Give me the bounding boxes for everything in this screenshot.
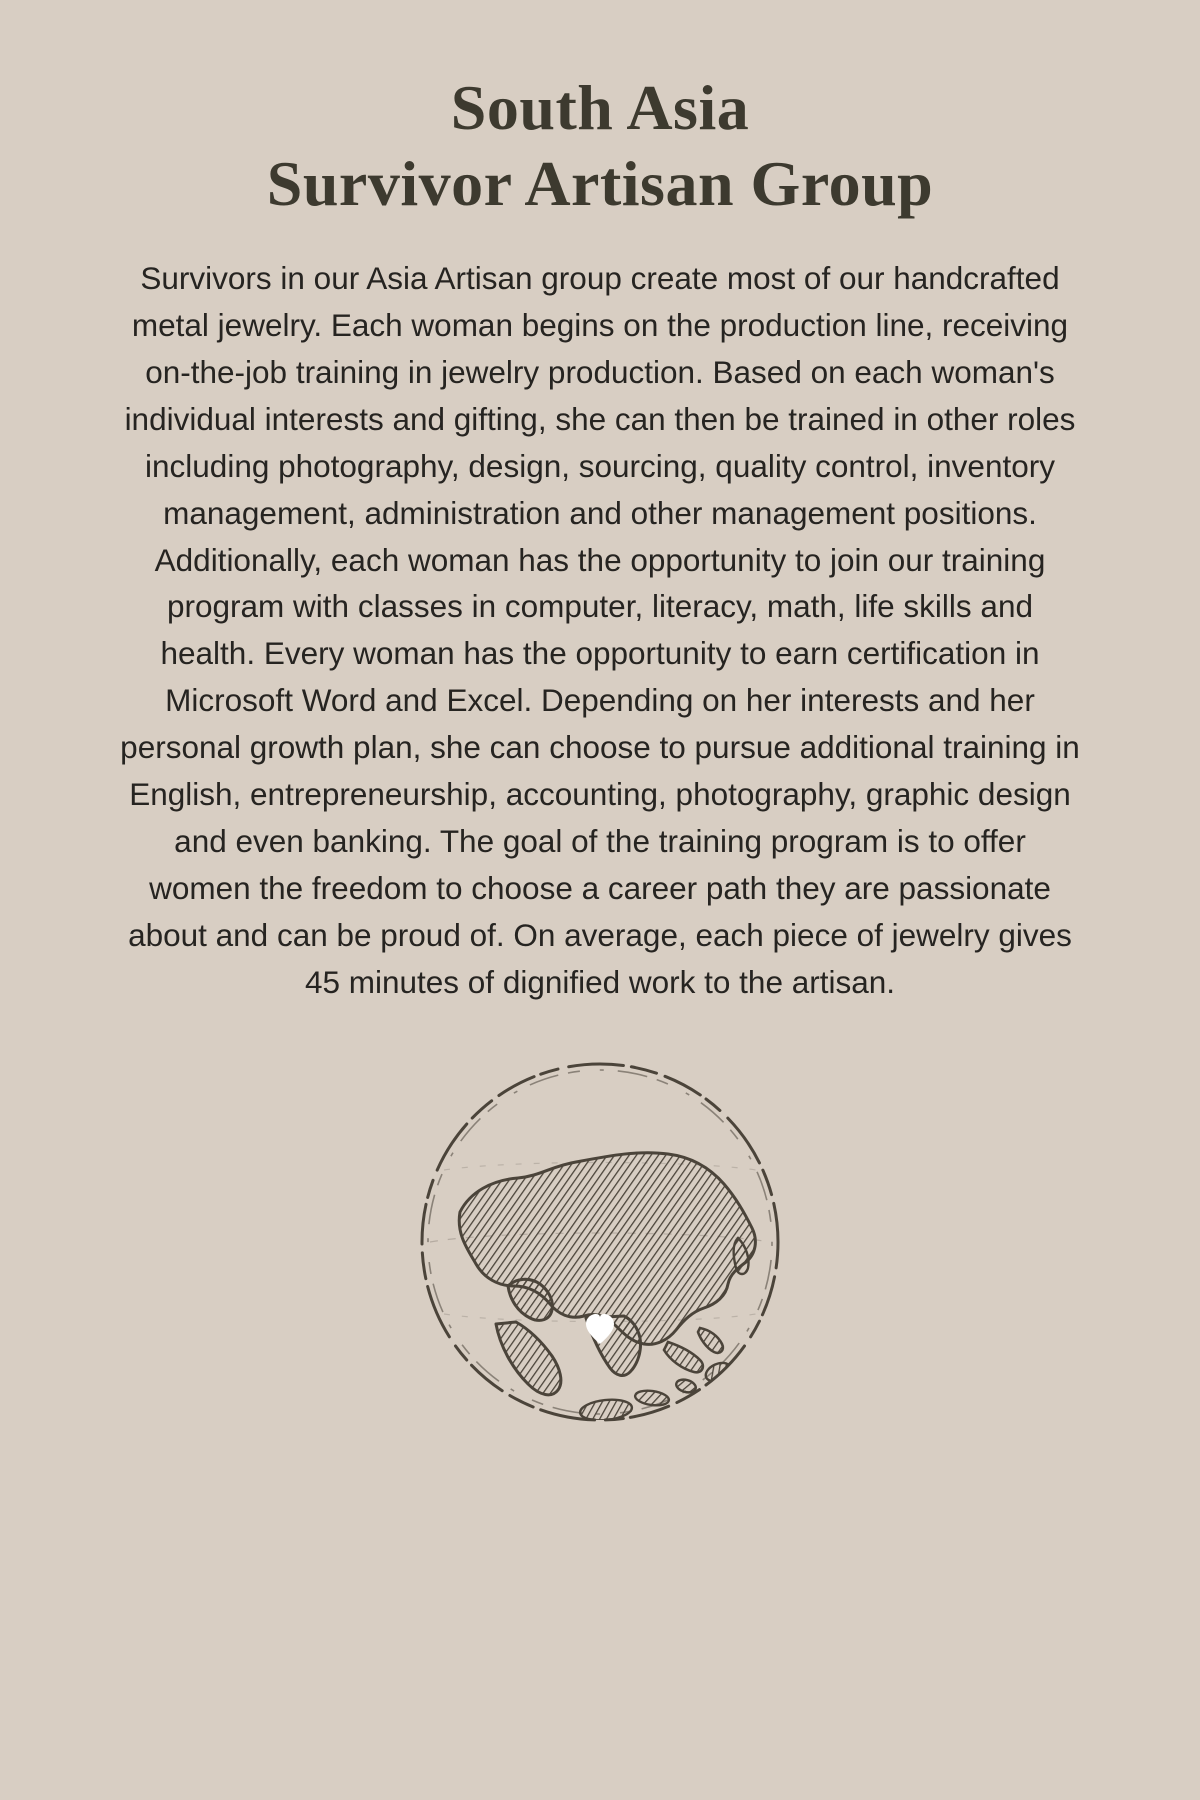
page-title bbox=[70, 70, 1130, 221]
title-line-primary: South Asia bbox=[450, 72, 750, 143]
body-paragraph: Survivors in our Asia Artisan group create most of our handcrafted metal jewelry. Each woman begins on the production line, receiving on-the-job training in jewelry production. Based on each woman's individual interests and gifting, she can then be trained in other roles including photography, design, sourcing, quality control, inventory management, administration and other management positions. Additionally, each woman has the opportunity to join our training program with classes in computer, literacy, math, life skills and health. Every woman has the opportunity to earn certification in Microsoft Word and Excel. Depending on her interests and her personal growth plan, she can choose to pursue additional training in English, entrepreneurship, accounting, photography, graphic design and even banking. The goal of the training program is to offer women the freedom to choose a career path they are passionate about and can be proud of. On average, each piece of jewelry gives 45 minutes of dignified work to the artisan. bbox=[120, 260, 1080, 1000]
title-line-secondary: Survivor Artisan Group bbox=[266, 147, 934, 219]
globe-asia-icon bbox=[390, 1032, 810, 1452]
